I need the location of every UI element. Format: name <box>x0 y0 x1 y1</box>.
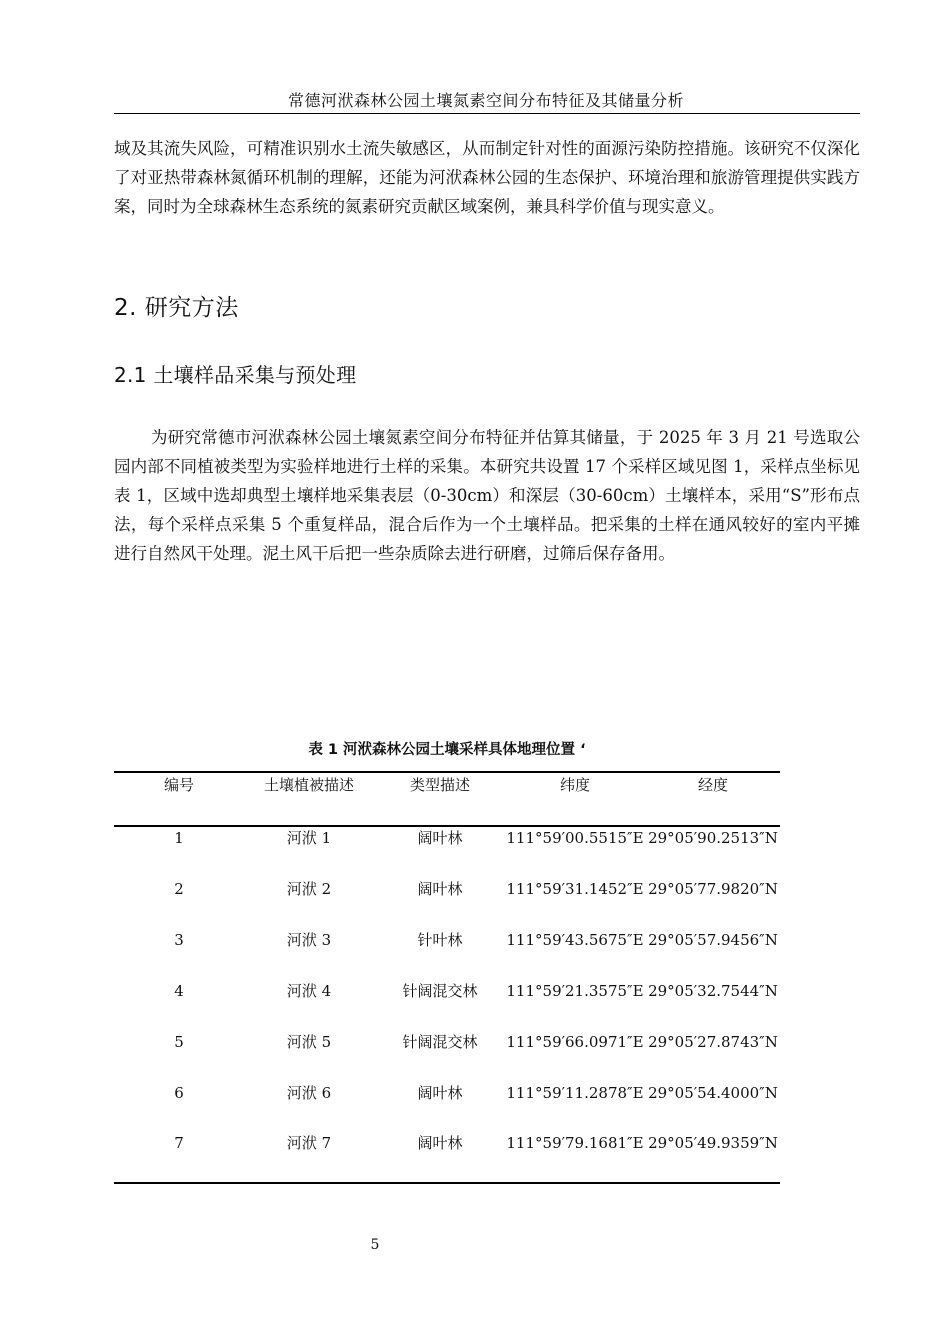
cell-id: 1 <box>174 829 184 847</box>
cell-longitude: 29°05′57.9456″N <box>648 931 778 949</box>
cell-type: 阔叶林 <box>417 880 463 898</box>
cell-id: 2 <box>174 880 184 898</box>
table-header-id: 编号 <box>163 776 194 794</box>
cell-longitude: 29°05′54.4000″N <box>648 1084 778 1102</box>
cell-id: 7 <box>174 1134 184 1152</box>
cell-latitude: 111°59′21.3575″E <box>506 982 644 1000</box>
table-header-type: 类型描述 <box>409 776 470 794</box>
intro-paragraph: 域及其流失风险，可精准识别水土流失敏感区，从而制定针对性的面源污染防控措施。该研究不仅深化了对亚热带森林氮循环机制的理解，还能为河洑森林公园的生态保护、环境治理和旅游管理提供实践方案，同时为全球森林生态系统的氮素研究贡献区域案例，兼具科学价值与现实意义。 <box>114 139 860 216</box>
header-divider <box>114 113 860 114</box>
cell-latitude: 111°59′43.5675″E <box>506 931 644 949</box>
cell-longitude: 29°05′32.7544″N <box>648 982 778 1000</box>
table-header-vegetation: 土壤植被描述 <box>263 776 354 794</box>
table-bottom-rule <box>114 1182 780 1184</box>
cell-type: 阔叶林 <box>417 829 463 847</box>
cell-vegetation: 河洑 3 <box>286 931 332 949</box>
cell-type: 针阔混交林 <box>402 1033 478 1051</box>
table-caption: 表 1 河洑森林公园土壤采样具体地理位置 ‘ <box>308 742 586 758</box>
cell-vegetation: 河洑 7 <box>286 1134 332 1152</box>
cell-id: 4 <box>174 982 184 1000</box>
cell-vegetation: 河洑 4 <box>286 982 332 1000</box>
cell-latitude: 111°59′00.5515″E <box>506 829 644 847</box>
cell-type: 阔叶林 <box>417 1134 463 1152</box>
cell-longitude: 29°05′27.8743″N <box>648 1033 778 1051</box>
cell-latitude: 111°59′31.1452″E <box>506 880 644 898</box>
cell-id: 6 <box>174 1084 184 1102</box>
cell-longitude: 29°05′90.2513″N <box>648 829 778 847</box>
cell-latitude: 111°59′66.0971″E <box>506 1033 644 1051</box>
table-top-rule <box>114 771 780 773</box>
page-number: 5 <box>370 1237 380 1253</box>
cell-vegetation: 河洑 6 <box>286 1084 332 1102</box>
cell-id: 3 <box>174 931 184 949</box>
table-header-longitude: 经度 <box>697 776 728 794</box>
cell-latitude: 111°59′79.1681″E <box>506 1134 644 1152</box>
table-header-rule <box>114 825 780 827</box>
method-paragraph: 为研究常德市河洑森林公园土壤氮素空间分布特征并估算其储量，于 2025 年 3 月 21 号选取公园内部不同植被类型为实验样地进行土样的采集。本研究共设置 17 个采样区域见图 1，采样点坐标见表 1，区域中选却典型土壤样地采集表层（0-30cm）和深层（30-60cm）土壤样本，采用“S”形布点法，每个采样点采集 5 个重复样品，混合后作为一个土壤样品。把采集的土样在通风较好的室内平摊进行自然风干处理。泥土风干后把一些杂质除去进行研磨，过筛后保存备用。 <box>114 428 860 563</box>
cell-id: 5 <box>174 1033 184 1051</box>
table-header-latitude: 纬度 <box>559 776 590 794</box>
section-heading: 2. 研究方法 <box>114 295 239 321</box>
cell-longitude: 29°05′77.9820″N <box>648 880 778 898</box>
subsection-heading: 2.1 土壤样品采集与预处理 <box>114 363 357 387</box>
cell-vegetation: 河洑 1 <box>286 829 332 847</box>
cell-type: 针阔混交林 <box>402 982 478 1000</box>
cell-type: 阔叶林 <box>417 1084 463 1102</box>
cell-vegetation: 河洑 2 <box>286 880 332 898</box>
running-header: 常德河洑森林公园土壤氮素空间分布特征及其储量分析 <box>287 91 684 110</box>
cell-longitude: 29°05′49.9359″N <box>648 1134 778 1152</box>
cell-type: 针叶林 <box>417 931 463 949</box>
cell-latitude: 111°59′11.2878″E <box>506 1084 644 1102</box>
cell-vegetation: 河洑 5 <box>286 1033 332 1051</box>
